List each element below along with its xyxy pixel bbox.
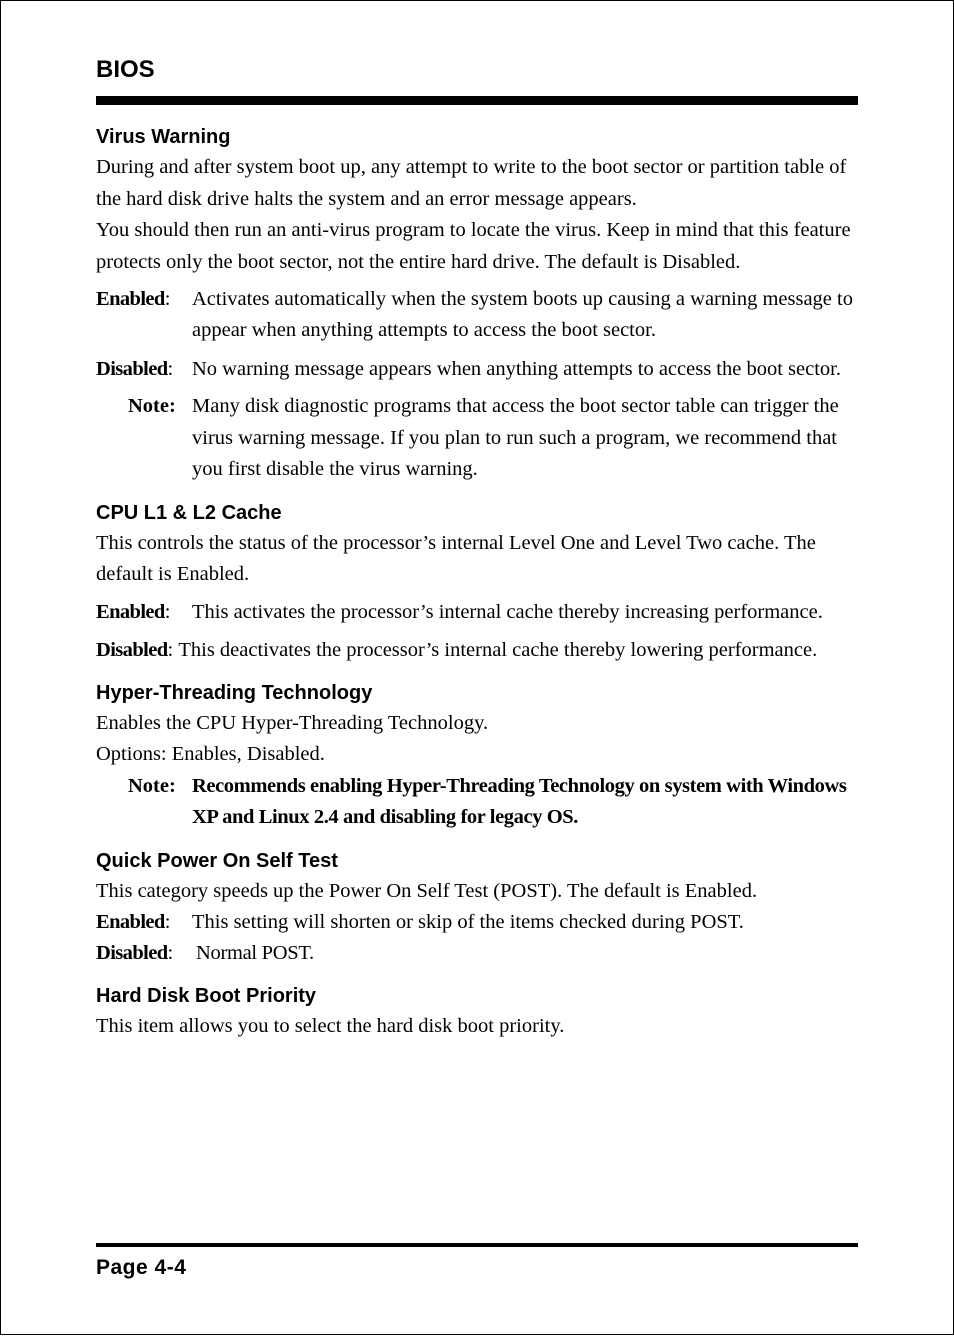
footer-rule (96, 1243, 858, 1247)
paragraph: This item allows you to select the hard disk boot priority. (96, 1015, 565, 1037)
option-enabled: Enabled: This activates the processor’s internal cache thereby increasing performance. (96, 597, 858, 628)
option-description: This setting will shorten or skip of the items checked during POST. (192, 911, 744, 933)
option-term: Enabled (96, 288, 165, 310)
page-number: Page 4-4 (96, 1256, 187, 1279)
note (96, 391, 858, 486)
paragraph: This controls the status of the processor’s internal Level One and Level Two cache. The default is Enabled. (96, 531, 816, 585)
option-disabled: Disabled: Normal POST. (96, 938, 858, 969)
option-description: Activates automatically when the system boots up causing a warning message to appear when anything attempts to access the boot sector. (192, 288, 853, 341)
paragraph: This category speeds up the Power On Self Test (POST). The default is Enabled. (96, 879, 758, 902)
option-term: Disabled (96, 638, 168, 661)
option-term: Enabled (96, 600, 165, 623)
note-label: Note: (128, 395, 176, 417)
paragraph: During and after system boot up, any attempt to write to the boot sector or partition table of the hard disk drive halts the system and an error message appears. (96, 156, 847, 210)
note-label: Note: (128, 774, 176, 797)
section-hdd-boot-priority (96, 983, 858, 1043)
section-title: CPU L1 & L2 Cache (96, 501, 282, 524)
option-description: No warning message appears when anything attempts to access the boot sector. (192, 358, 841, 380)
section-cpu-cache (96, 500, 858, 666)
section-quick-post (96, 848, 858, 970)
section-virus-warning (96, 124, 858, 486)
option-term: Enabled (96, 911, 165, 933)
header-rule (96, 96, 858, 105)
note-text: Many disk diagnostic programs that access the boot sector table can trigger the virus warning message. If you plan to run such a program, we recommend that you first disable the virus warning. (192, 395, 839, 480)
page-content (96, 124, 858, 1043)
section-title: Hard Disk Boot Priority (96, 985, 317, 1007)
section-title: Hyper-Threading Technology (96, 681, 373, 704)
option-enabled: Enabled: This setting will shorten or skip of the items checked during POST. (96, 907, 858, 938)
paragraph: You should then run an anti-virus program to locate the virus. Keep in mind that this feature protects only the boot sector, not the entire hard drive. The default is Disabled. (96, 219, 851, 273)
option-disabled: Disabled: No warning message appears when anything attempts to access the boot sector. (96, 354, 858, 385)
section-title: Quick Power On Self Test (96, 849, 338, 872)
option-term: Disabled (96, 942, 168, 964)
option-disabled: Disabled: This deactivates the processor’s internal cache thereby lowering performance. (96, 635, 858, 666)
paragraph: Enables the CPU Hyper-Threading Technology. (96, 711, 489, 734)
option-description: Normal POST. (196, 942, 314, 964)
paragraph: Options: Enables, Disabled. (96, 743, 325, 765)
note-text: Recommends enabling Hyper-Threading Technology on system with Windows XP and Linux 2.4 and disabling for legacy OS. (192, 774, 847, 828)
page-header-title: BIOS (96, 56, 155, 83)
option-description: This activates the processor’s internal cache thereby increasing performance. (192, 600, 823, 623)
option-term: Disabled (96, 358, 168, 380)
section-title: Virus Warning (96, 126, 231, 148)
option-enabled: Enabled: Activates automatically when the system boots up causing a warning message to appear when anything attempts to access the boot sector. (96, 284, 858, 346)
note (96, 771, 858, 834)
section-hyper-threading (96, 680, 858, 834)
option-description: This deactivates the processor’s internal cache thereby lowering performance. (178, 638, 818, 661)
